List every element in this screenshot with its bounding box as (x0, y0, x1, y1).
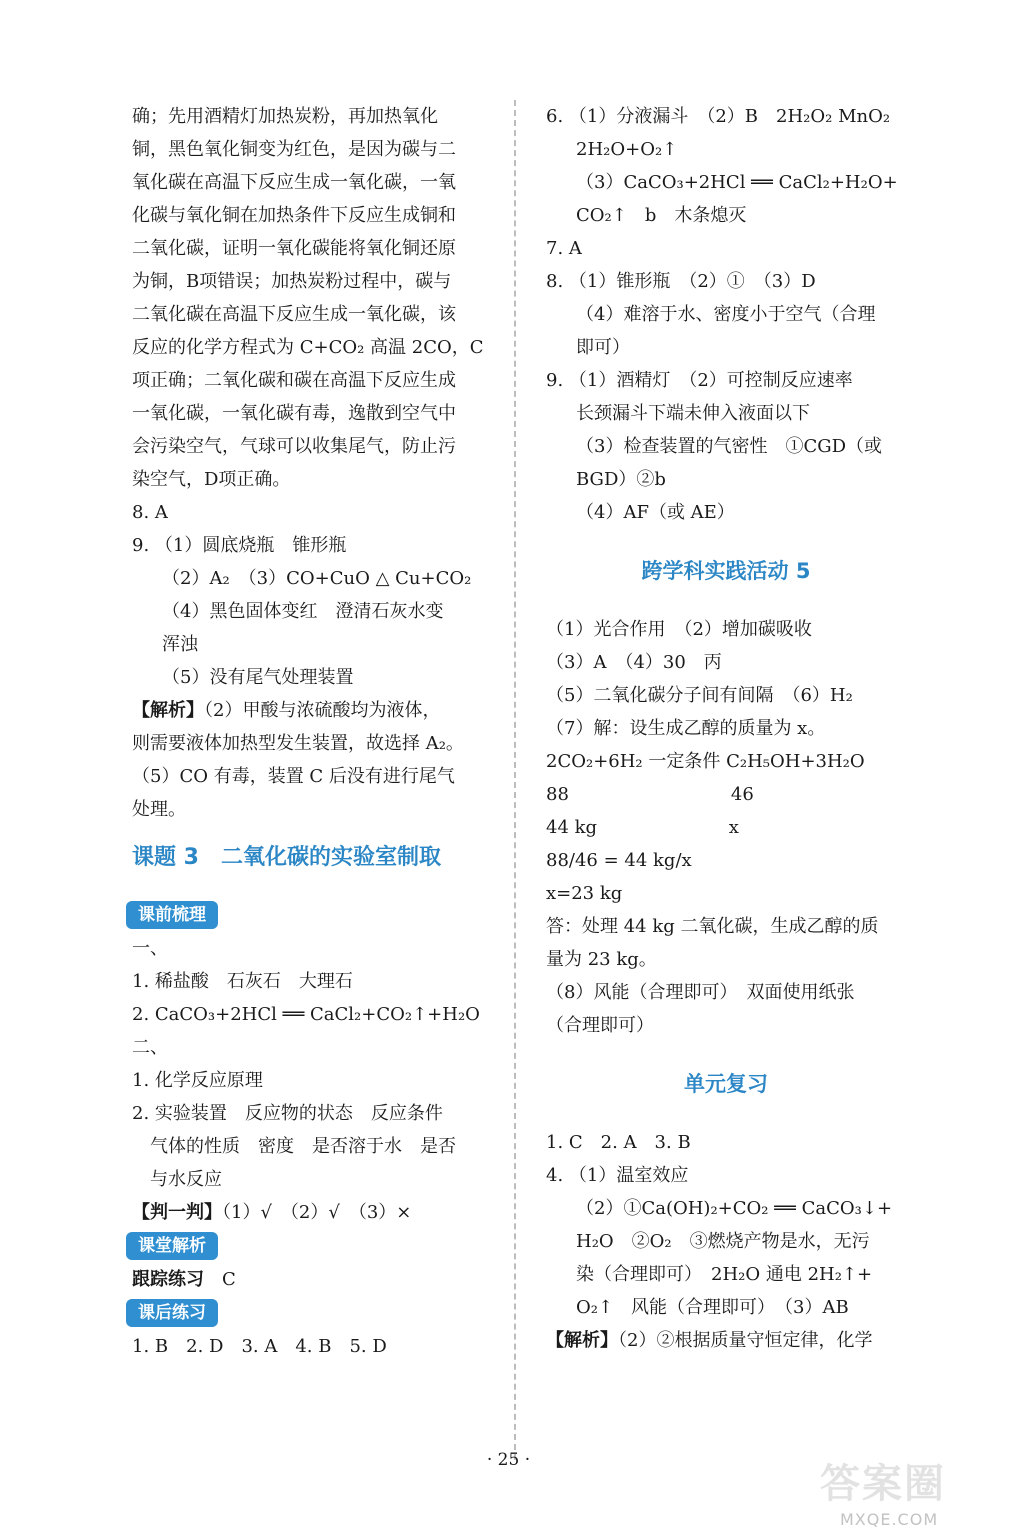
preview-line: 2. CaCO₃+2HCl ══ CaCl₂+CO₂↑+H₂O (132, 1004, 480, 1025)
preview-line: 二、 (132, 1037, 168, 1058)
activity-answers (546, 613, 906, 1042)
answer-line: （4）难溶于水、密度小于空气（合理 (576, 304, 876, 325)
answer-line: 8. （1）锥形瓶 （2）① （3）D (546, 271, 816, 292)
paragraph-line: 一氧化碳，一氧化碳有毒，逸散到空气中 (132, 403, 456, 424)
paragraph-line: 会污染空气，气球可以收集尾气，防止污 (132, 436, 456, 457)
answer-8 (546, 265, 906, 364)
answer-line: 浑浊 (162, 634, 198, 655)
page-number: · 25 · (486, 1450, 531, 1470)
judge-label: 【判一判】 (132, 1202, 222, 1223)
answer-9 (132, 529, 494, 694)
activity-line: （8）风能（合理即可） 双面使用纸张 (546, 982, 855, 1003)
track-label: 跟踪练习 (132, 1269, 204, 1290)
answer-line: 长颈漏斗下端未伸入液面以下 (576, 403, 810, 424)
paragraph-line: 确；先用酒精灯加热炭粉，再加热氧化 (132, 106, 438, 127)
analysis-label: 【解析】 (132, 700, 204, 721)
answer-line: 即可） (576, 337, 630, 358)
preview-line: 一、 (132, 938, 168, 959)
review-line: 染（合理即可） 2H₂O 通电 2H₂↑+ (576, 1264, 873, 1285)
watermark-top: 答案圈 (820, 1461, 946, 1507)
answer-7: 7. A (546, 238, 582, 259)
paragraph-line: 项正确；二氧化碳和碳在高温下反应生成 (132, 370, 456, 391)
answer-6 (546, 100, 906, 232)
column-divider (514, 100, 516, 1460)
preview-line: 气体的性质 密度 是否溶于水 是否 (150, 1136, 456, 1157)
activity-line: （合理即可） (546, 1015, 654, 1036)
activity-line: 量为 23 kg。 (546, 949, 657, 970)
left-column (132, 100, 494, 1363)
preview-line: 与水反应 (150, 1169, 222, 1190)
paragraph-line: 反应的化学方程式为 C+CO₂ 高温 2CO，C (132, 337, 484, 358)
activity-line: 2CO₂+6H₂ 一定条件 C₂H₅OH+3H₂O (546, 751, 865, 772)
section-activity-title: 跨学科实践活动 5 (641, 559, 811, 583)
tag-class-analysis: 课堂解析 (126, 1232, 218, 1260)
activity-line: 88 46 (546, 784, 754, 805)
answer-line: 2H₂O+O₂↑ (576, 139, 678, 160)
paragraph-line: 化碳与氧化铜在加热条件下反应生成铜和 (132, 205, 456, 226)
paragraph-line: 氧化碳在高温下反应生成一氧化碳，一氧 (132, 172, 456, 193)
paragraph-line: 二氧化碳，证明一氧化碳能将氧化铜还原 (132, 238, 456, 259)
paragraph-line: 为铜，B项错误；加热炭粉过程中，碳与 (132, 271, 452, 292)
activity-line: （5）二氧化碳分子间有间隔 （6）H₂ (546, 685, 853, 706)
tag-preview: 课前梳理 (126, 901, 218, 929)
analysis-text: （2）甲酸与浓硫酸均为液体， (204, 700, 441, 721)
activity-line: x=23 kg (546, 883, 623, 904)
review-answers (546, 1126, 906, 1324)
review-line: 1. C 2. A 3. B (546, 1132, 691, 1153)
answer-line: 9. （1）酒精灯 （2）可控制反应速率 (546, 370, 853, 391)
review-line: （2）①Ca(OH)₂+CO₂ ══ CaCO₃↓+ (576, 1198, 893, 1219)
watermark-logo (820, 1460, 1017, 1536)
answer-line: BGD）②b (576, 469, 666, 490)
review-line: O₂↑ 风能（合理即可） （3）AB (576, 1297, 849, 1318)
answer-line: 6. （1）分液漏斗 （2）B 2H₂O₂ MnO₂ (546, 106, 891, 127)
preview-list (132, 932, 494, 1196)
tag-after-class: 课后练习 (126, 1299, 218, 1327)
analysis-block (132, 694, 494, 826)
preview-line: 2. 实验装置 反应物的状态 反应条件 (132, 1103, 443, 1124)
right-column (546, 100, 906, 1357)
analysis-label: 【解析】 (546, 1330, 618, 1351)
continued-paragraph (132, 100, 494, 496)
analysis-line: 则需要液体加热型发生装置，故选择 A₂。 (132, 733, 464, 754)
answer-line: （3）检查装置的气密性 ①CGD（或 (576, 436, 883, 457)
section-title: 课题 3 二氧化碳的实验室制取 (132, 845, 441, 870)
answer-line: （4）AF（或 AE） (576, 502, 735, 523)
activity-line: （3）A （4）30 丙 (546, 652, 722, 673)
section-review-title: 单元复习 (684, 1072, 768, 1096)
answer-8: 8. A (132, 502, 168, 523)
review-line: 4. （1）温室效应 (546, 1165, 689, 1186)
answer-line: （2）A₂ （3）CO+CuO △ Cu+CO₂ (162, 568, 472, 589)
analysis-line: 处理。 (132, 799, 186, 820)
track-answer: C (222, 1269, 236, 1290)
analysis-text: （2）②根据质量守恒定律，化学 (618, 1330, 873, 1351)
answer-line: （3）CaCO₃+2HCl ══ CaCl₂+H₂O+ (576, 172, 898, 193)
preview-line: 1. 化学反应原理 (132, 1070, 263, 1091)
paragraph-line: 铜，黑色氧化铜变为红色，是因为碳与二 (132, 139, 456, 160)
activity-line: 88/46 = 44 kg/x (546, 850, 692, 871)
answer-line: （4）黑色固体变红 澄清石灰水变 (162, 601, 444, 622)
analysis-line: （5）CO 有毒，装置 C 后没有进行尾气 (132, 766, 455, 787)
preview-line: 1. 稀盐酸 石灰石 大理石 (132, 971, 353, 992)
activity-line: 答：处理 44 kg 二氧化碳，生成乙醇的质 (546, 916, 879, 937)
activity-line: 44 kg x (546, 817, 739, 838)
after-class-answers: 1. B 2. D 3. A 4. B 5. D (132, 1336, 387, 1357)
activity-line: （7）解：设生成乙醇的质量为 x。 (546, 718, 826, 739)
answer-9 (546, 364, 906, 529)
watermark-bottom: MXQE.COM (840, 1510, 939, 1529)
paragraph-line: 二氧化碳在高温下反应生成一氧化碳，该 (132, 304, 456, 325)
answer-line: 9. （1）圆底烧瓶 锥形瓶 (132, 535, 347, 556)
activity-line: （1）光合作用 （2）增加碳吸收 (546, 619, 812, 640)
review-line: H₂O ②O₂ ③燃烧产物是水，无污 (576, 1231, 870, 1252)
judge-text: （1）√ （2）√ （3）× (222, 1202, 412, 1223)
paragraph-line: 染空气，D项正确。 (132, 469, 291, 490)
answer-line: CO₂↑ b 木条熄灭 (576, 205, 747, 226)
answer-line: （5）没有尾气处理装置 (162, 667, 354, 688)
